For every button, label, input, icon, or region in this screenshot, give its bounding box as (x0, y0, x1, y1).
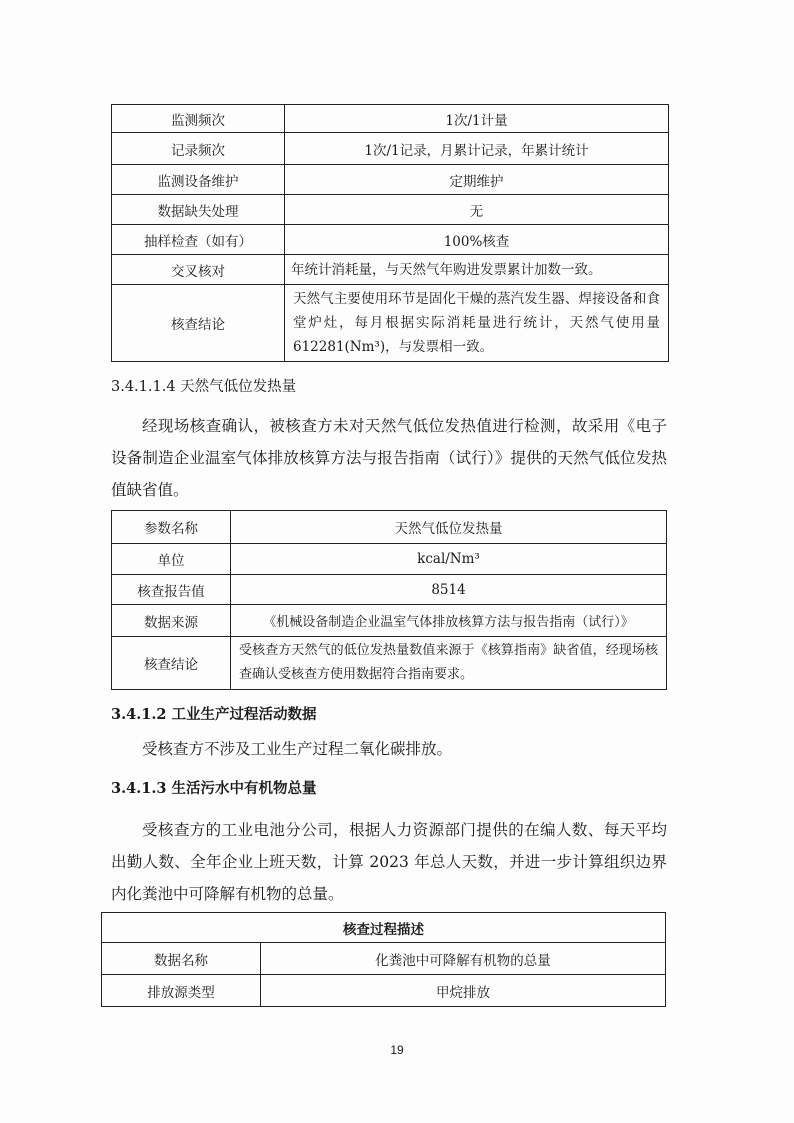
table-row (112, 133, 669, 165)
row-value: 《机械设备制造企业温室气体排放核算方法与报告指南（试行）》 (231, 605, 667, 637)
row-label: 监测频次 (112, 105, 285, 133)
row-label: 数据来源 (112, 605, 231, 637)
section-paragraph: 受核查方的工业电池分公司，根据人力资源部门提供的在编人数、每天平均出勤人数、全年企业上班天数，计算 2023 年总人天数，并进一步计算组织边界内化粪池中可降解有机物的总量。 (111, 821, 667, 903)
row-label: 交叉核对 (112, 255, 285, 285)
row-label: 参数名称 (112, 511, 231, 544)
section-paragraph: 经现场核查确认，被核查方未对天然气低位发热值进行检测，故采用《电子设备制造企业温室气体排放核算方法与报告指南（试行）》提供的天然气低位发热值缺省值。 (111, 417, 667, 499)
table-row (112, 165, 669, 195)
row-value: 年统计消耗量，与天然气年购进发票累计加数一致。 (285, 255, 669, 285)
table-row (112, 225, 669, 255)
verification-process-table (101, 912, 666, 1007)
row-value: 化粪池中可降解有机物的总量 (261, 943, 666, 975)
row-value: 天然气低位发热量 (231, 511, 667, 544)
section-heading: 3.4.1.1.4 天然气低位发热量 (111, 379, 297, 395)
row-value: 1次/1记录，月累计记录，年累计统计 (285, 133, 669, 165)
row-label: 监测设备维护 (112, 165, 285, 195)
row-label: 抽样检查（如有） (112, 225, 285, 255)
table-row (112, 285, 669, 362)
row-label: 数据名称 (102, 943, 261, 975)
row-value: 无 (285, 195, 669, 225)
heating-value-table (111, 510, 667, 690)
row-value: kcal/Nm³ (231, 544, 667, 575)
table-row (112, 255, 669, 285)
table-row (112, 637, 667, 690)
table-header-row (102, 913, 666, 943)
row-label: 核查报告值 (112, 575, 231, 605)
row-value: 天然气主要使用环节是固化干燥的蒸汽发生器、焊接设备和食堂炉灶，每月根据实际消耗量进行统计，天然气使用量612281(Nm³)，与发票相一致。 (285, 285, 669, 362)
section-heading: 3.4.1.2 工业生产过程活动数据 (111, 706, 317, 723)
row-value: 1次/1计量 (285, 105, 669, 133)
row-label: 排放源类型 (102, 975, 261, 1007)
table-row (102, 943, 666, 975)
row-label: 核查结论 (112, 285, 285, 362)
row-label: 记录频次 (112, 133, 285, 165)
table-row (112, 105, 669, 133)
row-value: 受核查方天然气的低位发热量数值来源于《核算指南》缺省值，经现场核查确认受核查方使用数据符合指南要求。 (231, 637, 667, 690)
table-row (112, 511, 667, 544)
section-heading: 3.4.1.3 生活污水中有机物总量 (111, 780, 317, 797)
table-row (112, 575, 667, 605)
table-row (102, 975, 666, 1007)
natural-gas-monitoring-table (111, 104, 669, 362)
row-label: 数据缺失处理 (112, 195, 285, 225)
page-number: 19 (390, 1043, 404, 1057)
row-label: 核查结论 (112, 637, 231, 690)
table-row (112, 605, 667, 637)
row-value: 8514 (231, 575, 667, 605)
section-paragraph: 受核查方不涉及工业生产过程二氧化碳排放。 (142, 740, 453, 758)
row-value: 100%核查 (285, 225, 669, 255)
table-header: 核查过程描述 (102, 913, 666, 943)
row-value: 甲烷排放 (261, 975, 666, 1007)
row-label: 单位 (112, 544, 231, 575)
table-row (112, 195, 669, 225)
table-row (112, 544, 667, 575)
row-value: 定期维护 (285, 165, 669, 195)
